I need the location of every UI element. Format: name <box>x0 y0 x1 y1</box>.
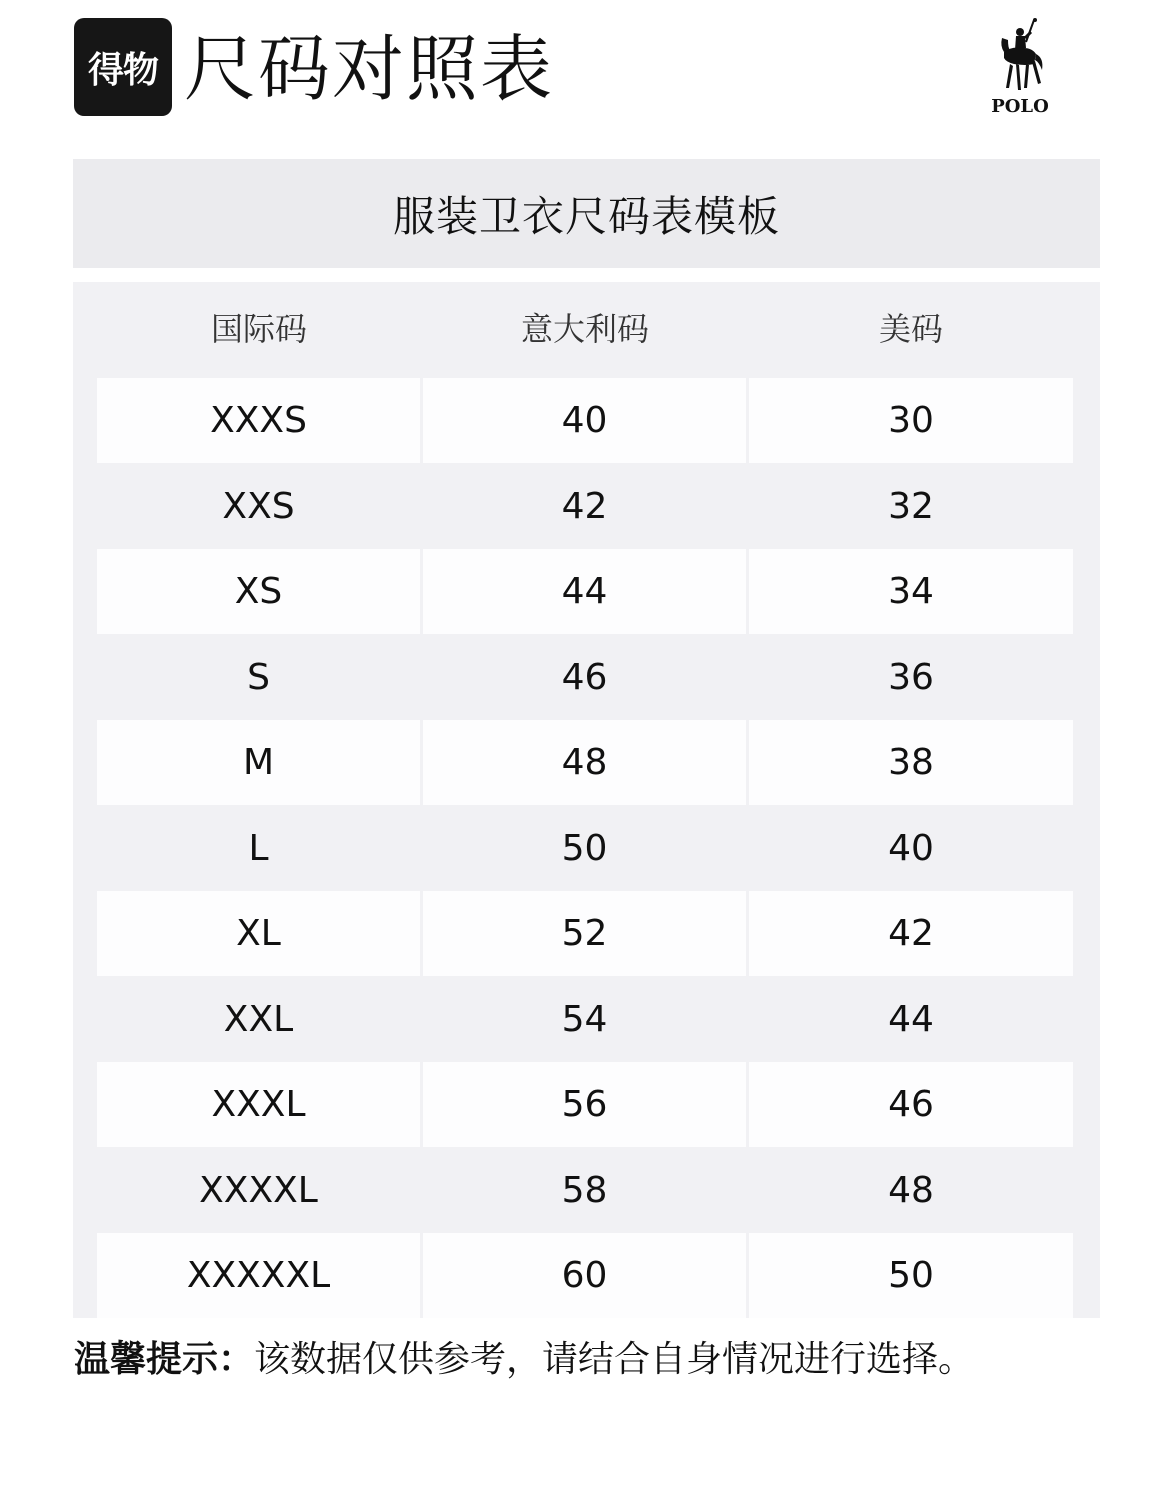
table-row <box>97 1233 1073 1318</box>
cell-italy: 52 <box>423 891 746 976</box>
column-header-italy: 意大利码 <box>520 310 649 348</box>
header <box>74 18 1104 128</box>
cell-international: XL <box>97 891 420 976</box>
cell-international: XXXL <box>97 1062 420 1147</box>
cell-italy: 46 <box>561 657 608 698</box>
column-header-us: 美码 <box>878 310 943 348</box>
cell-italy: 58 <box>561 1170 608 1211</box>
cell-us: 50 <box>749 1233 1073 1318</box>
cell-us: 30 <box>749 378 1073 463</box>
table-row <box>97 635 1073 720</box>
cell-italy: 54 <box>561 999 608 1040</box>
cell-us: 42 <box>749 891 1073 976</box>
table-row <box>97 806 1073 891</box>
cell-international: XXXXXL <box>97 1233 420 1318</box>
cell-italy: 56 <box>423 1062 746 1147</box>
cell-international: M <box>97 720 420 805</box>
column-header-international: 国际码 <box>210 310 307 348</box>
cell-international: XS <box>97 549 420 634</box>
cell-us: 46 <box>749 1062 1073 1147</box>
cell-international: XXS <box>222 486 295 527</box>
size-table <box>73 282 1100 1318</box>
tip-text: 该数据仅供参考，请结合自身情况进行选择。 <box>254 1339 975 1380</box>
cell-italy: 60 <box>423 1233 746 1318</box>
cell-italy: 42 <box>561 486 608 527</box>
brand-name: POLO <box>991 96 1049 117</box>
table-row <box>97 1148 1073 1233</box>
cell-international: S <box>247 657 270 698</box>
cell-international: XXXS <box>97 378 420 463</box>
cell-us: 36 <box>888 657 934 698</box>
cell-us: 34 <box>749 549 1073 634</box>
cell-us: 48 <box>888 1170 934 1211</box>
table-row <box>97 549 1073 634</box>
cell-international: XXL <box>223 999 294 1040</box>
brand-logo <box>984 18 1064 122</box>
subtitle-bar <box>73 159 1100 268</box>
app-logo <box>74 18 172 116</box>
tip-note <box>74 1336 974 1384</box>
table-row <box>97 891 1073 976</box>
cell-italy: 50 <box>561 828 608 869</box>
cell-international: L <box>248 828 269 869</box>
cell-italy: 48 <box>423 720 746 805</box>
cell-italy: 44 <box>423 549 746 634</box>
cell-international: XXXXL <box>199 1170 318 1211</box>
tip-label: 温馨提示： <box>74 1339 255 1380</box>
cell-us: 44 <box>888 999 934 1040</box>
app-logo-text: 得物 <box>87 49 158 91</box>
table-row <box>97 1062 1073 1147</box>
cell-us: 38 <box>749 720 1073 805</box>
cell-us: 32 <box>888 486 934 527</box>
subtitle: 服装卫衣尺码表模板 <box>392 191 780 241</box>
polo-horse-rider-icon <box>998 18 1048 94</box>
table-row <box>97 977 1073 1062</box>
cell-italy: 40 <box>423 378 746 463</box>
cell-us: 40 <box>888 828 934 869</box>
table-row <box>97 720 1073 805</box>
table-row <box>97 464 1073 549</box>
table-row <box>97 378 1073 463</box>
page-title: 尺码对照表 <box>184 27 555 111</box>
